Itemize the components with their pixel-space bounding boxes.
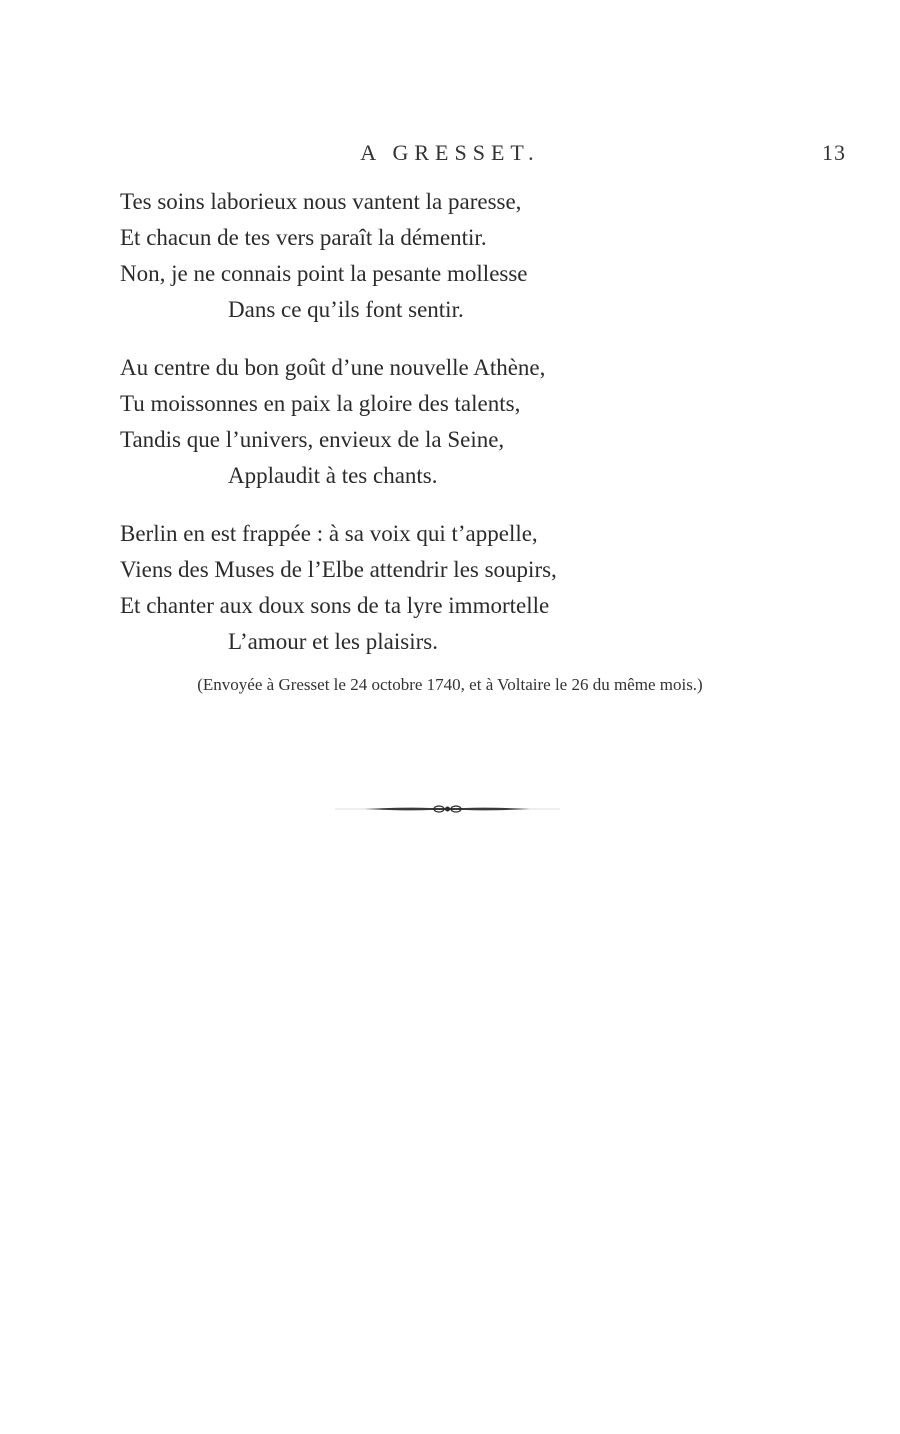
poem xyxy=(120,184,820,682)
verse-line-short: L’amour et les plaisirs. xyxy=(228,629,438,654)
verse-line: Tu moissonnes en paix la gloire des talents, xyxy=(120,391,521,416)
running-title: A GRESSET. xyxy=(360,140,540,165)
verse-line: Et chacun de tes vers paraît la démentir. xyxy=(120,225,487,250)
stanza-2 xyxy=(120,350,820,494)
verse-line: Au centre du bon goût d’une nouvelle Athène, xyxy=(120,355,546,380)
tailpiece-ornament-icon xyxy=(335,798,560,820)
verse-line: Berlin en est frappée : à sa voix qui t’appelle, xyxy=(120,521,538,546)
verse-line-short: Dans ce qu’ils font sentir. xyxy=(228,297,464,322)
stanza-1 xyxy=(120,184,820,328)
verse-line: Tandis que l’univers, envieux de la Seine, xyxy=(120,427,505,452)
verse-line-short: Applaudit à tes chants. xyxy=(228,463,438,488)
verse-line: Tes soins laborieux nous vantent la paresse, xyxy=(120,189,522,214)
footnote: (Envoyée à Gresset le 24 octobre 1740, et à Voltaire le 26 du même mois.) xyxy=(197,675,703,694)
verse-line: Viens des Muses de l’Elbe attendrir les soupirs, xyxy=(120,557,557,582)
verse-line: Non, je ne connais point la pesante mollesse xyxy=(120,261,528,286)
stanza-3 xyxy=(120,516,820,660)
page-number: 13 xyxy=(822,140,846,165)
verse-line: Et chanter aux doux sons de ta lyre immortelle xyxy=(120,593,550,618)
